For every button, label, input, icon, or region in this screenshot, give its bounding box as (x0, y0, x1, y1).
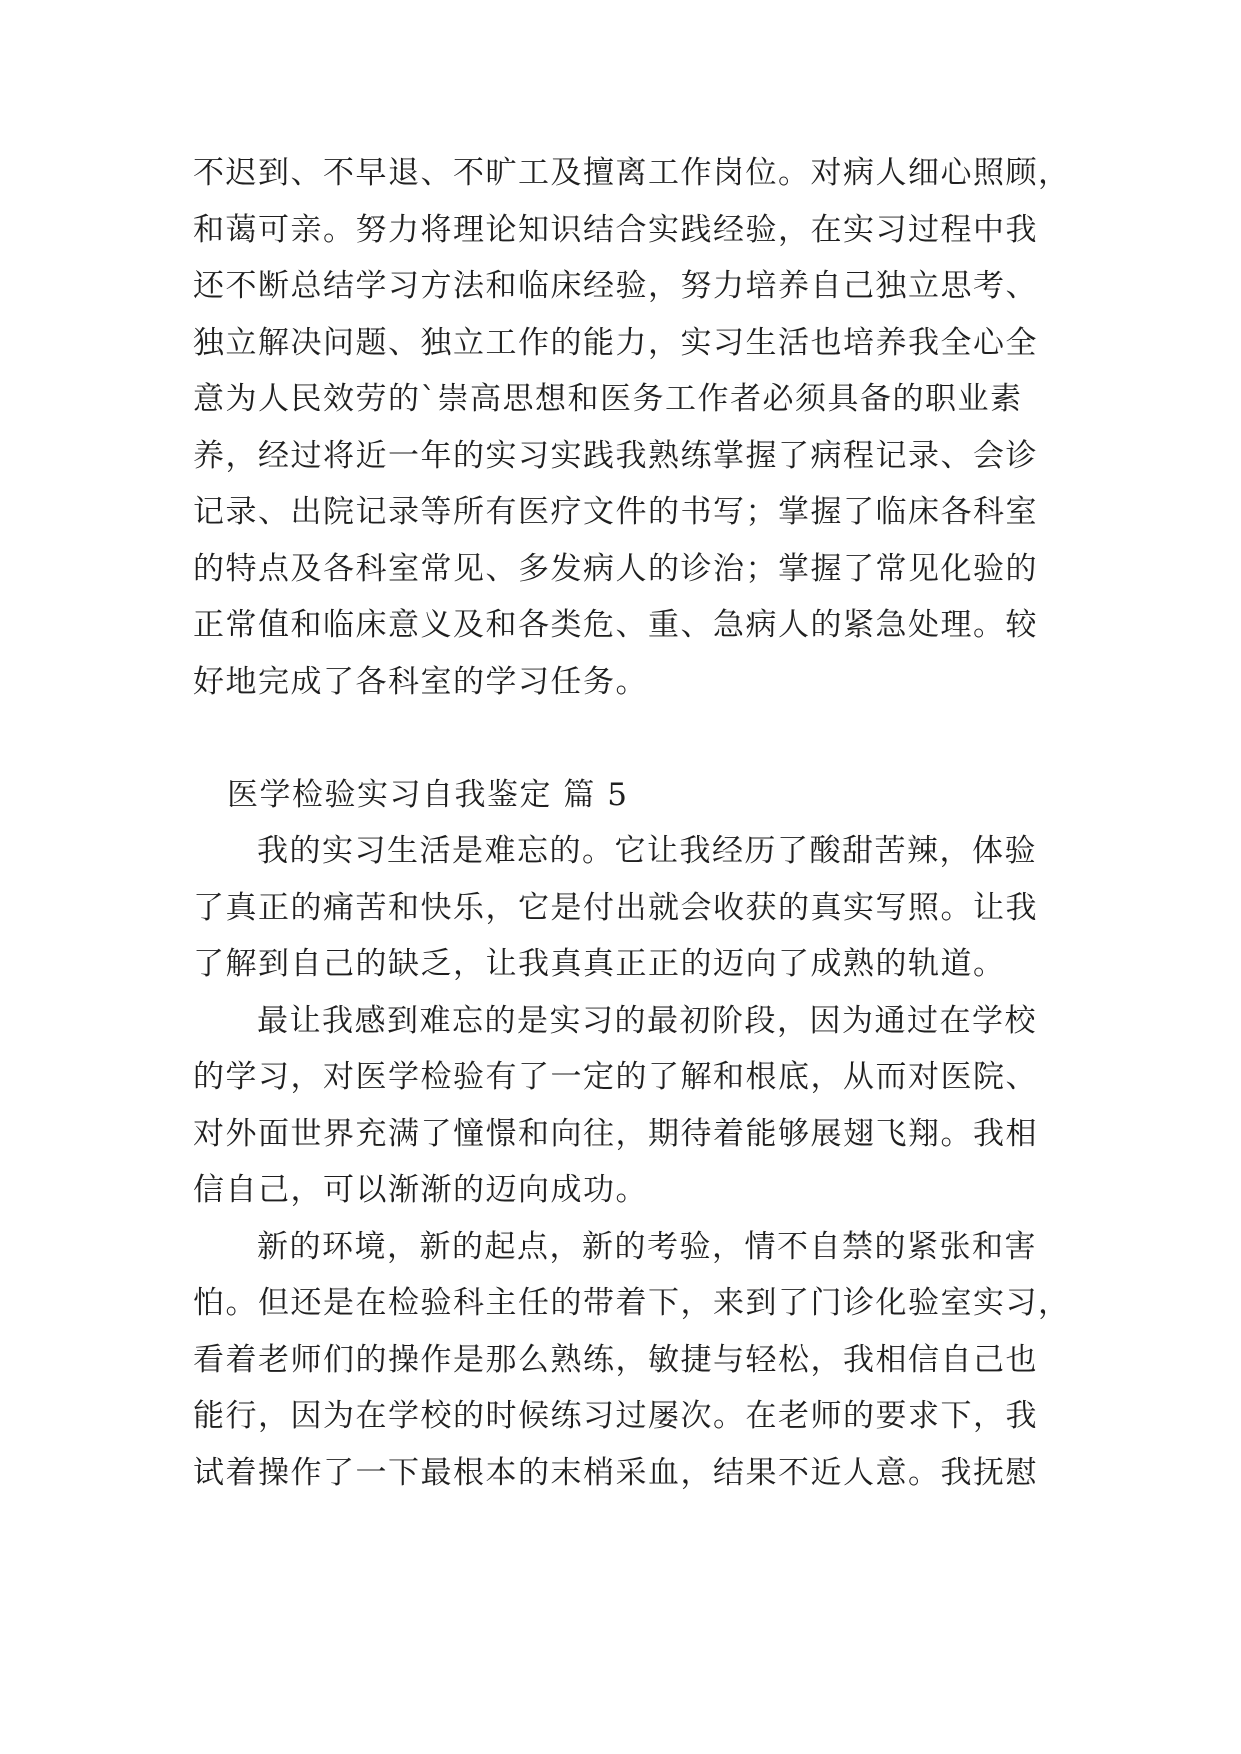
text-line: 新的环境，新的起点，新的考验，情不自禁的紧张和害 (257, 1228, 1037, 1265)
paragraph-new-environment (193, 1219, 1073, 1502)
text-line: 养，经过将近一年的实习实践我熟练掌握了病程记录、会诊 (193, 437, 1038, 474)
document-body (193, 145, 1073, 1501)
text-line: 能行，因为在学校的时候练习过屡次。在老师的要求下，我 (193, 1398, 1038, 1434)
text-line: 怕。但还是在检验科主任的带着下，来到了门诊化验室实习， (193, 1285, 1071, 1321)
text-line: 的特点及各科室常见、多发病人的诊治；掌握了常见化验的 (193, 550, 1038, 587)
text-line: 好地完成了各科室的学习任务。 (193, 663, 648, 700)
text-line: 我的实习生活是难忘的。它让我经历了酸甜苦辣，体验 (257, 833, 1037, 869)
text-line: 最让我感到难忘的是实习的最初阶段，因为通过在学校 (257, 1002, 1037, 1039)
text-line: 对外面世界充满了憧憬和向往，期待着能够展翅飞翔。我相 (193, 1115, 1038, 1152)
text-line: 独立解决问题、独立工作的能力，实习生活也培养我全心全 (193, 324, 1038, 361)
paragraph-gap (193, 710, 1073, 767)
section-heading: 医学检验实习自我鉴定 篇 5 (227, 776, 629, 813)
text-line: 了解到自己的缺乏，让我真真正正的迈向了成熟的轨道。 (193, 946, 1006, 982)
text-line: 还不断总结学习方法和临床经验，努力培养自己独立思考、 (193, 268, 1038, 304)
paragraph-first-stage (193, 993, 1073, 1219)
text-line: 不迟到、不早退、不旷工及擅离工作岗位。对病人细心照顾， (193, 155, 1071, 191)
paragraph-intro (193, 823, 1073, 993)
text-line: 信自己，可以渐渐的迈向成功。 (193, 1172, 648, 1208)
text-line: 看着老师们的操作是那么熟练，敏捷与轻松，我相信自己也 (193, 1341, 1038, 1378)
text-line: 和蔼可亲。努力将理论知识结合实践经验，在实习过程中我 (193, 211, 1038, 248)
text-line: 记录、出院记录等所有医疗文件的书写；掌握了临床各科室 (193, 494, 1038, 530)
text-line: 试着操作了一下最根本的末梢采血，结果不近人意。我抚慰 (193, 1454, 1038, 1491)
text-line: 意为人民效劳的`崇高思想和医务工作者必须具备的职业素 (193, 381, 1023, 417)
text-line: 的学习，对医学检验有了一定的了解和根底，从而对医院、 (193, 1059, 1038, 1095)
text-line: 正常值和临床意义及和各类危、重、急病人的紧急处理。较 (193, 607, 1038, 643)
paragraph-continuation (193, 145, 1073, 710)
text-line: 了真正的痛苦和快乐，它是付出就会收获的真实写照。让我 (193, 889, 1038, 926)
